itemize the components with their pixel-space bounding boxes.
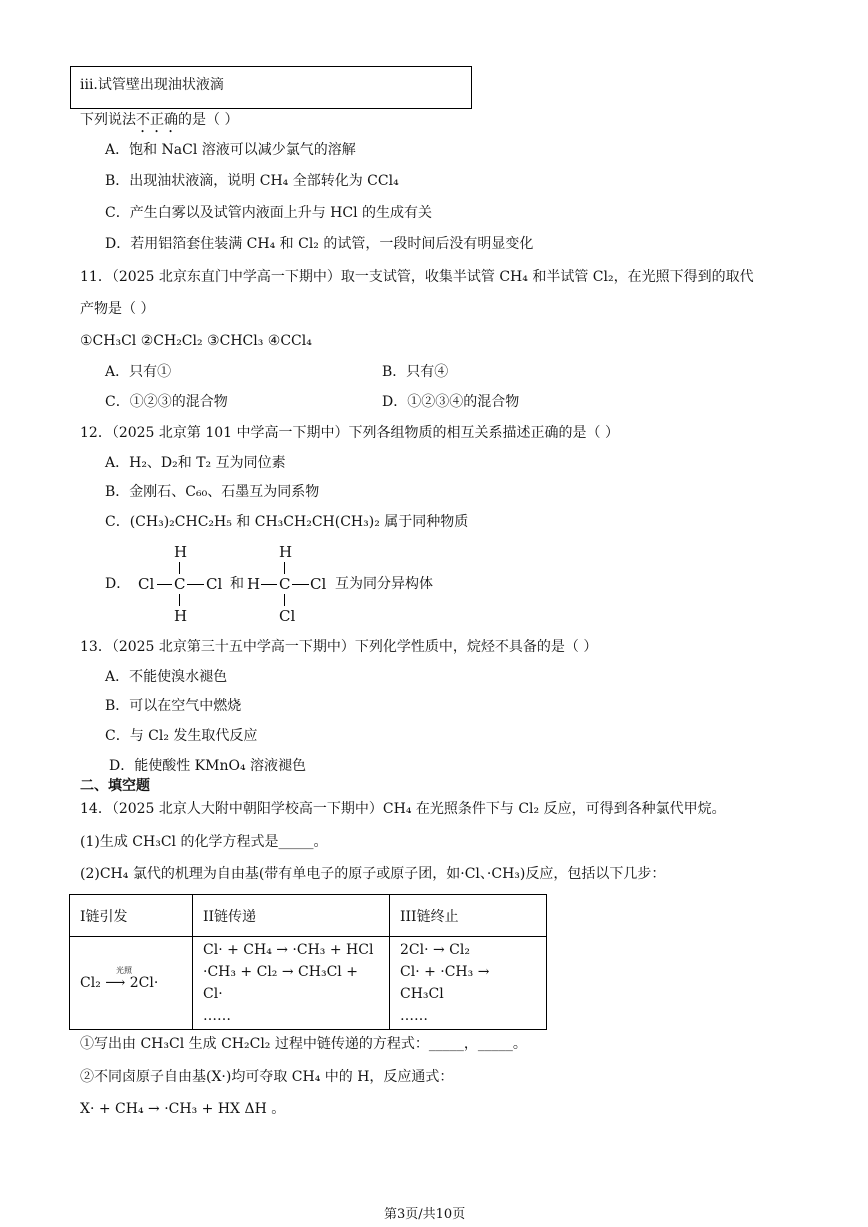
q14-sub1: ①写出由 CH₃Cl 生成 CH₂Cl₂ 过程中链传递的方程式：_____，_____。: [80, 1036, 527, 1052]
q11-option-d: D．①②③④的混合物: [382, 394, 520, 410]
q14-stem: 14．（2025 北京人大附中朝阳学校高一下期中）CH₄ 在光照条件下与 Cl₂ 反应，可得到各种氯代甲烷。: [80, 801, 726, 817]
cell-termination: [390, 937, 547, 1030]
q10-option-a: A．饱和 NaCl 溶液可以减少氯气的溶解: [105, 142, 356, 158]
prop-line-1: Cl· + CH₄ → ·CH₃ + HCl: [203, 942, 374, 958]
q10-option-d: D．若用铝箔套住装满 CH₄ 和 Cl₂ 的试管，一段时间后没有明显变化: [105, 236, 534, 252]
s1-right-cl: Cl: [206, 575, 223, 593]
q12-option-c: C．(CH₃)₂CHC₂H₅ 和 CH₃CH₂CH(CH₃)₂ 属于同种物质: [105, 514, 469, 530]
th-initiation: I链引发: [70, 895, 193, 937]
s2-bond-right: [292, 584, 309, 585]
prop-line-3: ……: [203, 1008, 231, 1024]
q14-part1: (1)生成 CH₃Cl 的化学方程式是_____。: [80, 834, 328, 850]
s2-bond-top: [284, 562, 285, 574]
q12-option-b: B．金刚石、C₆₀、石墨互为同系物: [105, 484, 320, 500]
s1-bond-right: [187, 584, 204, 585]
term-line-2: Cl· + ·CH₃ → CH₃Cl: [400, 964, 490, 1002]
q14-sub2: ②不同卤原子自由基(X·)均可夺取 CH₄ 中的 H，反应通式：: [80, 1069, 454, 1085]
s1-bond-left: [157, 584, 172, 585]
s2-left-h: H: [247, 575, 261, 593]
q12-option-d-label: D．: [105, 576, 131, 592]
th-propagation: II链传递: [193, 895, 390, 937]
s2-bond-left: [261, 584, 277, 585]
q12-option-d-tail: 互为同分异构体: [335, 576, 433, 592]
page-footer: 第3页/共10页: [384, 1207, 466, 1222]
initiation-condition: 光照: [116, 966, 132, 975]
s1-left-cl: Cl: [138, 575, 155, 593]
q10-option-b: B．出现油状液滴，说明 CH₄ 全部转化为 CCl₄: [105, 173, 399, 189]
q14-part2: (2)CH₄ 氯代的机理为自由基(带有单电子的原子或原子团，如·Cl、·CH₃)反应，包括以下几步：: [80, 866, 666, 882]
q11-stem-line1: 11．（2025 北京东直门中学高一下期中）取一支试管，收集半试管 CH₄ 和半试管 Cl₂，在光照下得到的取代: [80, 269, 754, 285]
q12-option-a: A．H₂、D₂和 T₂ 互为同位素: [105, 455, 286, 471]
s1-top-h: H: [174, 543, 188, 561]
prop-line-2: ·CH₃ + Cl₂ → CH₃Cl + Cl·: [203, 964, 358, 1002]
mechanism-table: [69, 894, 547, 1030]
s1-bond-bottom: [179, 594, 180, 606]
term-line-1: 2Cl· → Cl₂: [400, 942, 470, 958]
q10-stem-post: 的是（ ）: [178, 112, 239, 128]
s2-center-c: C: [279, 575, 291, 593]
q11-products: ①CH₃Cl ②CH₂Cl₂ ③CHCl₃ ④CCl₄: [80, 333, 312, 349]
q13-option-a: A．不能使溴水褪色: [105, 669, 228, 685]
q10-stem-pre: 下列说法: [80, 112, 136, 128]
s1-bond-top: [179, 562, 180, 574]
cell-propagation: [193, 937, 390, 1030]
q13-option-d: D．能使酸性 KMnO₄ 溶液褪色: [109, 758, 307, 774]
q13-option-c: C．与 Cl₂ 发生取代反应: [105, 728, 258, 744]
q12-option-d-and: 和: [230, 576, 244, 592]
s2-bond-bottom: [284, 594, 285, 606]
box-text: iii.试管壁出现油状液滴: [80, 77, 224, 93]
q11-option-b: B．只有④: [382, 364, 449, 380]
q14-formula: X· + CH₄ → ·CH₃ + HX ΔH 。: [80, 1101, 286, 1117]
section-title: 二、填空题: [80, 778, 150, 794]
initiation-equation: Cl₂ ⟶ 2Cl·: [80, 975, 159, 991]
q10-option-c: C．产生白雾以及试管内液面上升与 HCl 的生成有关: [105, 205, 433, 221]
cell-initiation: [70, 937, 193, 1030]
s2-bottom-cl: Cl: [279, 607, 296, 625]
s2-right-cl: Cl: [310, 575, 327, 593]
q11-option-c: C．①②③的混合物: [105, 394, 228, 410]
q13-stem: 13．（2025 北京第三十五中学高一下期中）下列化学性质中，烷烃不具备的是（ ）: [80, 639, 598, 655]
q12-stem: 12．（2025 北京第 101 中学高一下期中）下列各组物质的相互关系描述正确的是（ ）: [80, 425, 619, 441]
q13-option-b: B．可以在空气中燃烧: [105, 698, 242, 714]
q11-option-a: A．只有①: [105, 364, 172, 380]
s1-bottom-h: H: [174, 607, 188, 625]
term-line-3: ……: [400, 1008, 428, 1024]
q11-stem-line2: 产物是（ ）: [80, 301, 155, 317]
q10-stem-emph: 不正确: [136, 112, 178, 128]
th-termination: III链终止: [390, 895, 547, 937]
q10-stem: [80, 111, 238, 136]
s1-center-c: C: [174, 575, 186, 593]
s2-top-h: H: [279, 543, 293, 561]
